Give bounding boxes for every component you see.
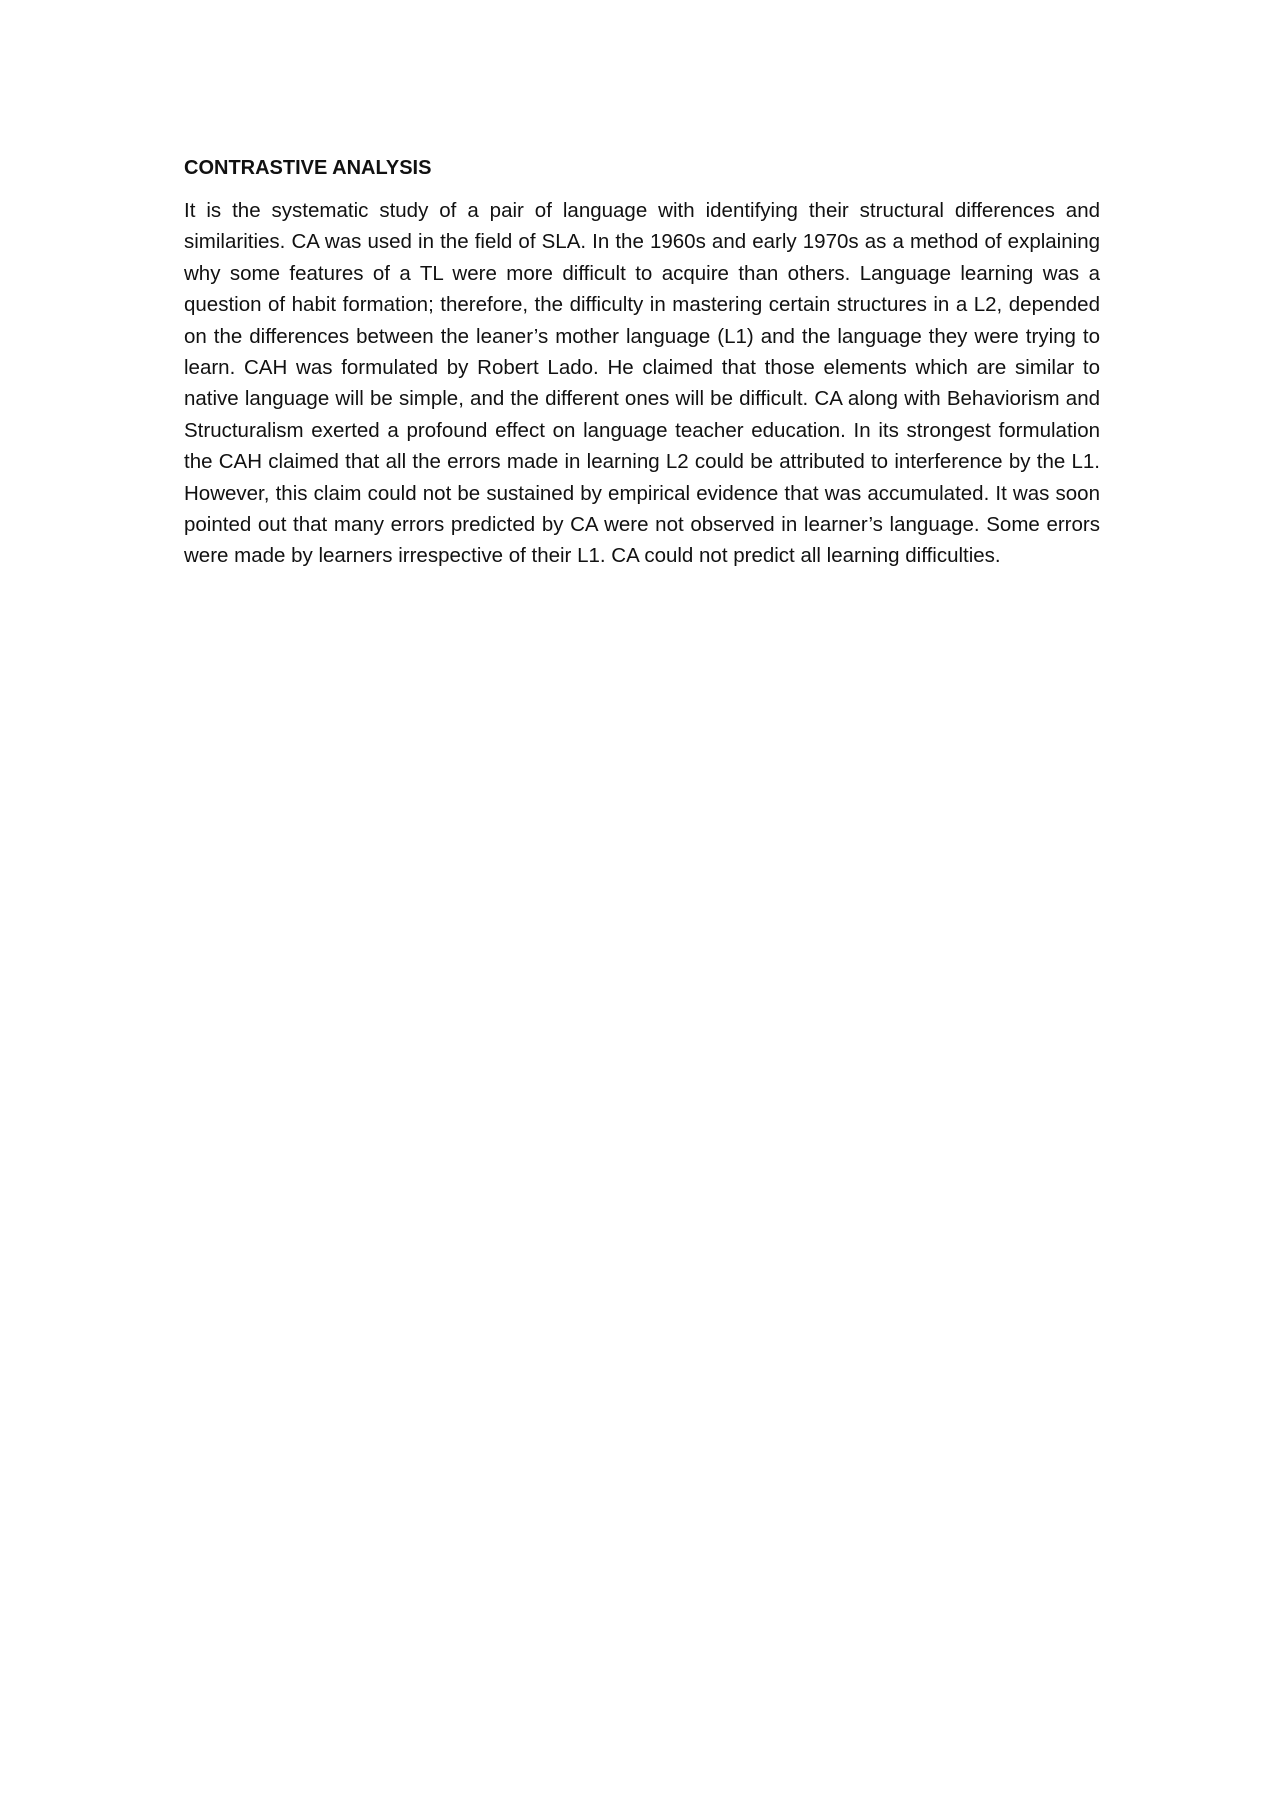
body-paragraph: It is the systematic study of a pair of language with identifying their structural differences and similarities. CA was used in the field of SLA. In the 1960s and early 1970s as a method of explaining why some features of a TL were more difficult to acquire than others. Language learning was a question of habit formation; therefore, the difficulty in mastering certain structures in a L2, depended on the differences between the leaner’s mother language (L1) and the language they were trying to learn. CAH was formulated by Robert Lado. He claimed that those elements which are similar to native language will be simple, and the different ones will be difficult. CA along with Behaviorism and Structuralism exerted a profound effect on language teacher education. In its strongest formulation the CAH claimed that all the errors made in learning L2 could be attributed to interference by the L1. However, this claim could not be sustained by empirical evidence that was accumulated. It was soon pointed out that many errors predicted by CA were not observed in learner’s language. Some errors were made by learners irrespective of their L1. CA could not predict all learning difficulties.: [184, 199, 1100, 568]
document-content: [184, 153, 1100, 572]
document-title: CONTRASTIVE ANALYSIS: [184, 157, 432, 179]
